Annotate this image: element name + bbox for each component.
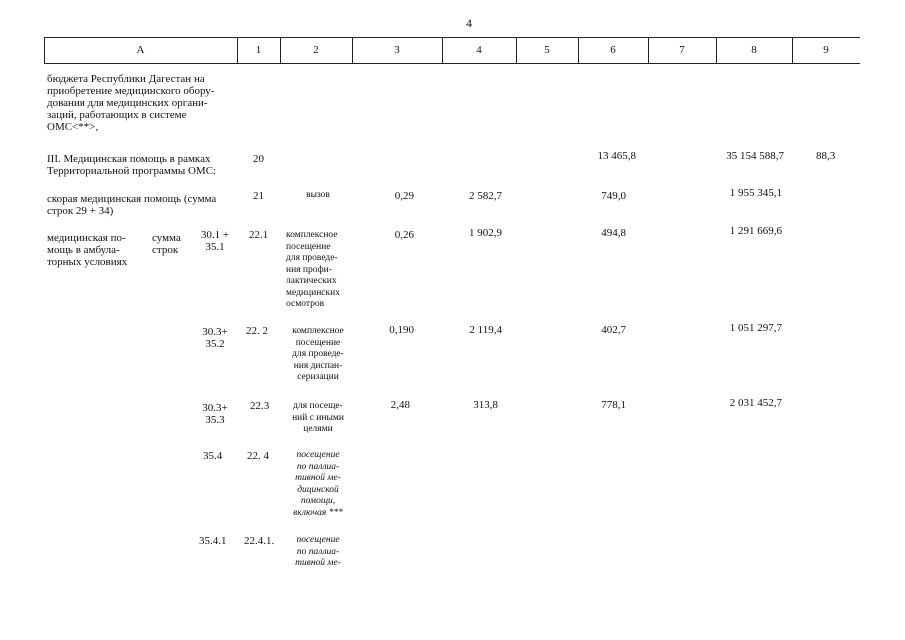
header-bottom-rule <box>44 63 860 64</box>
value-col-8: 35 154 588,7 <box>726 150 784 162</box>
header-col-8: 8 <box>751 44 757 56</box>
unit-line: по паллиа- <box>296 546 340 557</box>
unit-cell <box>284 450 352 519</box>
row-code: 20 <box>253 153 264 165</box>
row-code: 22.1 <box>249 229 269 241</box>
subcode-line: 35.1 <box>205 241 225 253</box>
description-line: III. Медицинская помощь в рамках <box>47 153 211 165</box>
description-line: скорая медицинская помощь (сумма <box>47 193 217 205</box>
value-col-4: 1 902,9 <box>469 227 502 239</box>
unit-line: целями <box>303 424 333 434</box>
value-col-6: 13 465,8 <box>597 150 636 162</box>
unit-line: посещение <box>286 241 331 252</box>
header-col-1: 1 <box>255 44 262 56</box>
description-line: Территориальной программы ОМС: <box>47 165 217 177</box>
description-line: торных условиях <box>47 256 128 268</box>
description-line: приобретение медицинского обору- <box>47 85 215 97</box>
value-col-8: 1 291 669,6 <box>729 225 782 237</box>
value-col-4: 2 119,4 <box>469 324 502 336</box>
value-col-3: 0,190 <box>389 324 414 336</box>
unit-line: ний с иными <box>292 412 344 423</box>
subcode-line: 35.2 <box>205 338 225 350</box>
unit-line: по паллиа- <box>296 461 340 472</box>
unit-line: лактических <box>286 276 337 286</box>
header-col-9: 9 <box>823 44 829 56</box>
unit-line: для проведе- <box>286 253 338 263</box>
unit-line: посещение <box>296 450 340 460</box>
row-description <box>47 193 237 217</box>
value-col-4: 2 582,7 <box>469 190 502 202</box>
unit-cell <box>284 401 352 436</box>
header-col-6: 6 <box>610 44 616 56</box>
header-col-a: A <box>136 44 145 56</box>
description-line: мощь в амбула- <box>47 244 120 256</box>
header-col-2: 2 <box>313 44 319 56</box>
row-subcode: 35.4 <box>203 450 223 462</box>
subcode-line: 30.1 + <box>200 229 230 241</box>
value-col-4: 313,8 <box>473 399 498 411</box>
value-col-6: 402,7 <box>601 324 626 336</box>
unit-line: ния диспан- <box>293 360 343 371</box>
value-col-3: 2,48 <box>390 399 410 411</box>
value-col-6: 494,8 <box>601 227 626 239</box>
description-line: медицинская по- <box>47 232 126 244</box>
row-description <box>47 73 233 133</box>
description-line: ОМС<**>, <box>47 121 99 133</box>
row-code: 22.3 <box>250 400 270 412</box>
header-col-5: 5 <box>544 44 550 56</box>
unit-line: осмотров <box>286 299 325 309</box>
unit-line: вызов <box>306 190 330 200</box>
header-col-3: 3 <box>394 44 400 56</box>
unit-cell <box>284 326 352 384</box>
value-col-3: 0,26 <box>394 229 414 241</box>
subcode-line: 30.3+ <box>202 402 228 414</box>
row-code: 21 <box>253 190 264 202</box>
value-col-6: 749,0 <box>601 190 626 202</box>
unit-line: включая *** <box>293 507 343 518</box>
description-line: дования для медицинских органи- <box>47 97 208 109</box>
unit-cell <box>284 190 352 202</box>
row-description-left <box>47 232 147 268</box>
unit-line: тивной ме- <box>295 473 341 483</box>
row-subcode: 35.4.1 <box>199 535 227 547</box>
description-line: строк 29 + 34) <box>47 205 114 217</box>
unit-cell <box>286 230 354 311</box>
description-line: строк <box>152 244 179 256</box>
unit-line: посещение <box>295 337 341 348</box>
subcode-line: 35.3 <box>205 414 225 426</box>
row-code: 22. 4 <box>247 450 269 462</box>
value-col-3: 0,29 <box>394 190 414 202</box>
row-subcode <box>196 229 234 253</box>
unit-line: посещение <box>296 535 340 545</box>
unit-line: комплексное <box>292 326 344 336</box>
row-description-right <box>152 232 192 256</box>
unit-line: для проведе- <box>292 349 344 359</box>
header-top-rule <box>44 37 860 38</box>
value-col-8: 1 051 297,7 <box>729 322 782 334</box>
row-code: 22.4.1. <box>244 535 275 547</box>
row-subcode <box>196 326 234 350</box>
value-col-9: 88,3 <box>816 150 836 162</box>
subcode-line: 30.3+ <box>202 326 228 338</box>
description-line: сумма <box>152 232 181 244</box>
page-number: 4 <box>466 16 472 30</box>
row-subcode <box>196 402 234 426</box>
row-code: 22. 2 <box>246 325 268 337</box>
unit-line: медицинских <box>286 287 340 298</box>
header-col-4: 4 <box>476 44 482 56</box>
value-col-8: 2 031 452,7 <box>729 397 782 409</box>
unit-line: тивной ме- <box>295 558 341 568</box>
header-col-7: 7 <box>679 44 685 56</box>
unit-line: дицинской <box>297 484 339 495</box>
unit-cell <box>284 535 352 570</box>
row-description <box>47 153 237 177</box>
value-col-8: 1 955 345,1 <box>729 187 782 199</box>
unit-line: серизации <box>297 372 339 382</box>
description-line: бюджета Республики Дагестан на <box>47 73 205 85</box>
value-col-6: 778,1 <box>601 399 626 411</box>
description-line: заций, работающих в системе <box>47 109 187 121</box>
unit-line: для посеще- <box>293 401 343 411</box>
unit-line: комплексное <box>286 230 338 240</box>
unit-line: ния профи- <box>286 264 332 275</box>
unit-line: помощи, <box>300 496 336 506</box>
